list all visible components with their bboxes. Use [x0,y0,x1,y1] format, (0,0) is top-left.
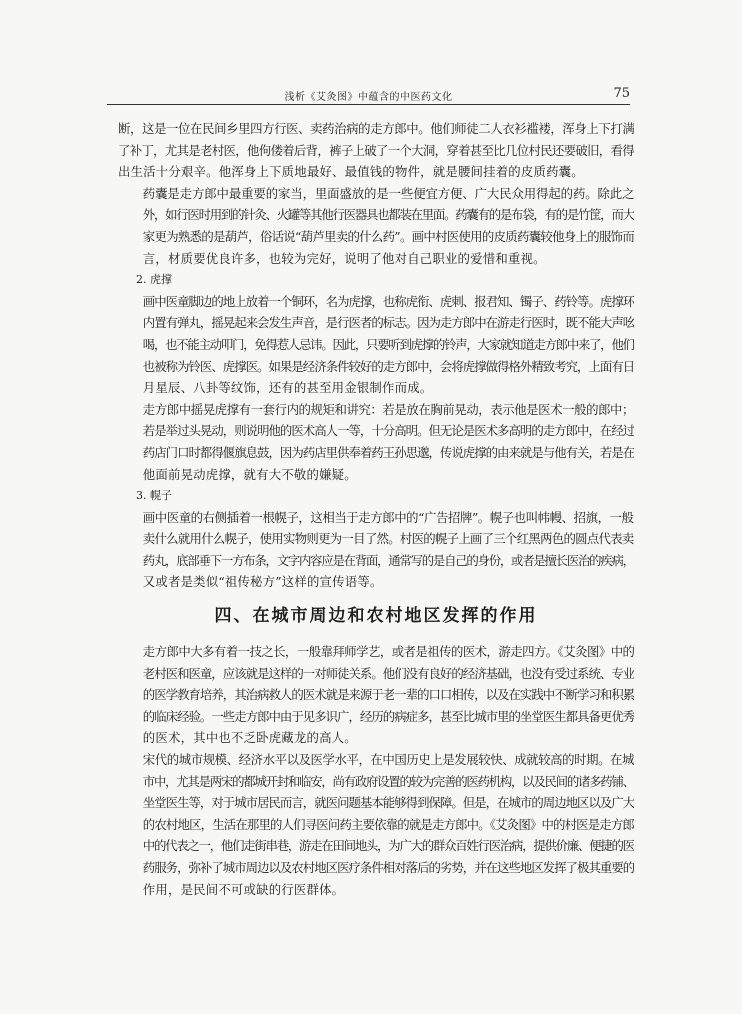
section-heading: 四、在城市周边和农村地区发挥的作用 [214,606,538,627]
paragraphs-huangzi [118,507,634,593]
text-line: 家更为熟悉的是葫芦，俗话说“葫芦里卖的什么药”。画中村医使用的皮质药囊较他身上的服饰而 [142,228,634,244]
text-line: 月星辰、八卦等纹饰，还有的甚至用金银制作而成。 [142,380,433,396]
text-line: 的医术，其中也不乏卧虎藏龙的高人。 [142,730,357,746]
text-line: 出生活十分艰辛。他浑身上下质地最好、最值钱的物件，就是腰间挂着的皮质药囊。 [118,164,584,180]
paragraph [118,183,634,269]
text-line: 外，如行医时用到的针灸、火罐等其他行医器具也都装在里面。药囊有的是布袋，有的是竹筐，而大 [142,207,634,223]
text-line: 内置有弹丸，摇晃起来会发生声音，是行医者的标志。因为走方郎中在游走行医时，既不能大声吆 [142,315,634,331]
paragraphs-top [118,118,634,269]
paragraph [118,118,634,183]
paragraph [118,749,634,900]
text-line: 作用，是民间不可或缺的行医群体。 [142,881,345,897]
text-line: 画中医童的右侧插着一根幌子，这相当于走方郎中的“广告招牌”。幌子也叫帏幔、招旗，一般 [142,509,634,525]
paragraph [118,399,634,485]
text-line: 又或者是类似“祖传秘方”这样的宣传语等。 [142,574,383,590]
running-header [107,86,630,105]
text-line: 老村医和医童，应该就是这样的一对师徒关系。他们没有良好的经济基础，也没有受过系统、专业 [142,665,634,681]
text-line: 卖什么就用什么幌子，使用实物则更为一目了然。村医的幌子上画了三个红黑两色的圆点代表卖 [142,531,634,547]
text-line: 坐堂医生等，对于城市居民而言，就医问题基本能够得到保障。但是，在城市的周边地区以及广大 [142,795,634,811]
subheading-huangzi: 3. 幌子 [136,489,172,503]
text-line: 走方郎中摇晃虎撑有一套行内的规矩和讲究：若是放在胸前晃动，表示他是医术一般的郎中； [142,401,634,417]
body-text [118,118,634,900]
text-line: 中的代表之一，他们走街串巷，游走在田间地头，为广大的群众百姓行医治病，提供价廉、便捷的医 [142,838,634,854]
text-line: 的临床经验。一些走方郎中由于见多识广，经历的病症多，甚至比城市里的坐堂医生都具备更优秀 [142,708,634,724]
text-line: 走方郎中大多有着一技之长，一般靠拜师学艺，或者是祖传的医术，游走四方。《艾灸图》中的 [142,644,634,660]
running-title: 浅析《艾灸图》中蕴含的中医药文化 [284,92,453,103]
paragraph [118,507,634,593]
page-number: 75 [613,86,630,101]
text-line: 了补丁，尤其是老村医，他佝偻着后背，裤子上破了一个大洞，穿着甚至比几位村民还要破旧，看得 [118,142,634,158]
text-line: 的农村地区，生活在那里的人们寻医问药主要依靠的就是走方郎中。《艾灸图》中的村医是走方郎 [142,816,634,832]
paragraph [118,291,634,399]
subheading-huche: 2. 虎撑 [136,273,172,287]
text-line: 画中医童脚边的地上放着一个铜环，名为虎撑，也称虎衔、虎刺、报君知、镯子、药铃等。虎撑环 [142,293,634,309]
text-line: 也被称为铃医、虎撑医。如果是经济条件较好的走方郎中，会将虎撑做得格外精致考究，上面有日 [142,358,634,374]
text-line: 断，这是一位在民间乡里四方行医、卖药治病的走方郎中。他们师徒二人衣衫褴褛，浑身上下打满 [118,121,634,136]
text-line: 喝，也不能主动叩门，免得惹人忌讳。因此，只要听到虎撑的铃声，大家就知道走方郎中来了，他们 [142,336,634,352]
paragraphs-section4 [118,641,634,900]
text-line: 药丸，底部垂下一方布条，文字内容应是在背面，通常写的是自己的身份，或者是擅长医治的疾病， [142,552,634,568]
text-line: 药店门口时都得偃旗息鼓，因为药店里供奉着药王孙思邈，传说虎撑的由来就是与他有关，若是在 [142,444,634,460]
text-line: 言，材质要优良许多，也较为完好，说明了他对自己职业的爱惜和重视。 [142,250,546,266]
text-line: 若是举过头晃动，则说明他的医术高人一等，十分高明。但无论是医术多高明的走方郎中，在经过 [142,423,634,439]
text-line: 的医学教育培养，其治病救人的医术就是来源于老一辈的口口相传，以及在实践中不断学习和积累 [142,687,634,703]
text-line: 宋代的城市规模、经济水平以及医学水平，在中国历史上是发展较快、成就较高的时期。在城 [142,752,634,768]
paragraphs-huche [118,291,634,485]
paragraph [118,641,634,749]
text-line: 药囊是走方郎中最重要的家当，里面盛放的是一些便宜方便、广大民众用得起的药。除此之 [142,185,634,201]
text-line: 药服务，弥补了城市周边以及农村地区医疗条件相对落后的劣势，并在这些地区发挥了极其重要的 [142,860,634,875]
text-line: 市中，尤其是两宋的都城开封和临安，尚有政府设置的较为完善的医药机构，以及民间的诸多药铺、 [142,773,634,789]
text-line: 他面前晃动虎撑，就有大不敬的嫌疑。 [142,466,357,482]
